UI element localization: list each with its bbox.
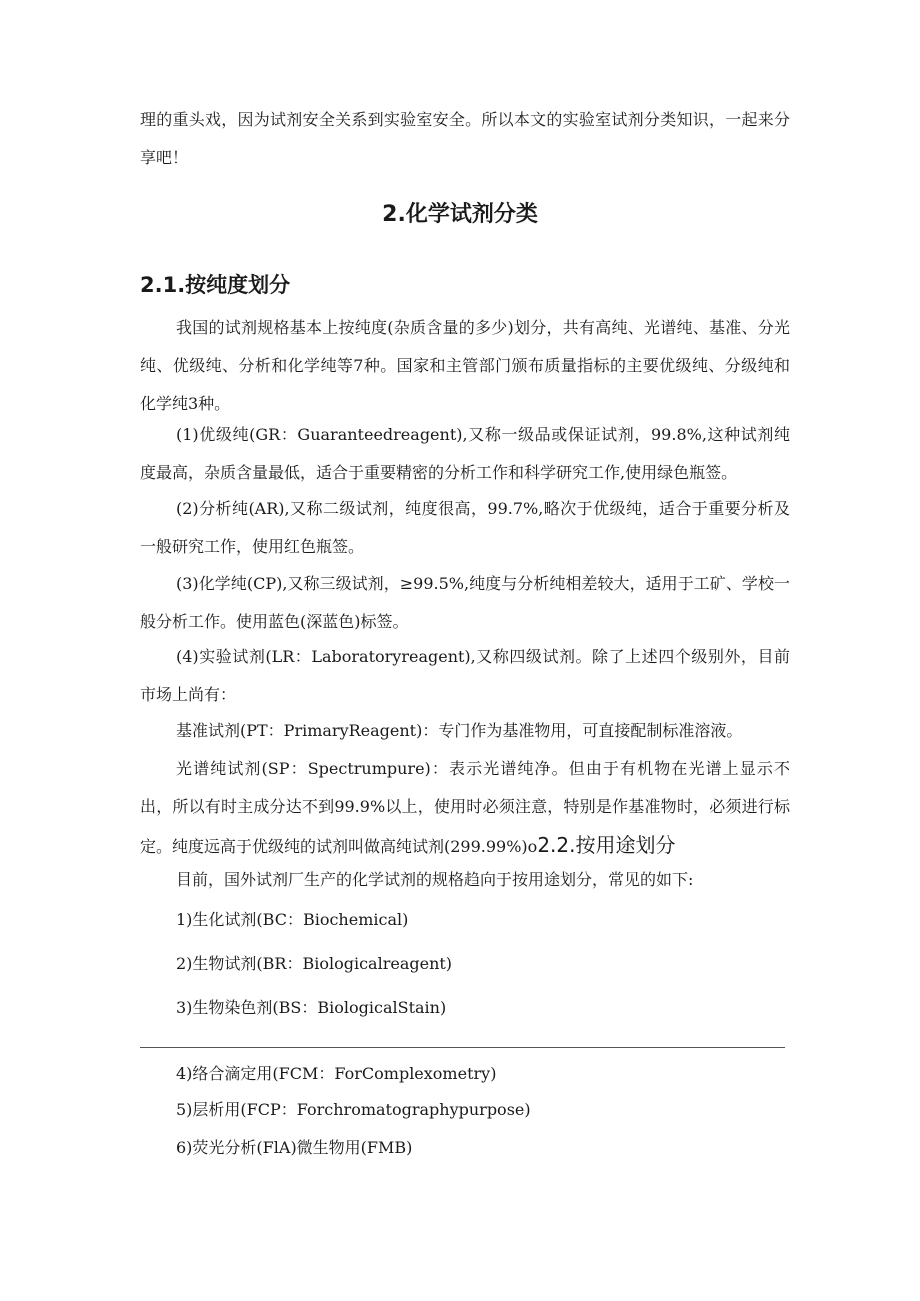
purity-intro-paragraph: 我国的试剂规格基本上按纯度(杂质含量的多少)划分，共有高纯、光谱纯、基准、分光纯、优级纯、分析和化学纯等7种。国家和主管部门颁布质量指标的主要优级纯、分级纯和化学纯3种。 [140,318,790,413]
usage-item-2: 2)生物试剂(BR：Biologicalreagent) [176,954,453,973]
section-2-2-heading: 2.2.按用途划分 [537,833,676,857]
pt-paragraph: 基准试剂(PT：PrimaryReagent)：专门作为基准物用，可直接配制标准溶液。 [176,721,743,740]
sp-text: 光谱纯试剂(SP：Spectrumpure)：表示光谱纯净。但由于有机物在光谱上显示不出，所以有时主成分达不到99.9%以上，使用时必须注意，特别是作基准物时，必须进行标定。纯度远高于优级纯的试剂叫做高纯试剂(299.99%)o [140,759,790,856]
ar-paragraph: (2)分析纯(AR),又称二级试剂，纯度很高，99.7%,略次于优级纯，适合于重要分析及一般研究工作，使用红色瓶签。 [140,499,790,556]
usage-item-4: 4)络合滴定用(FCM：ForComplexometry) [176,1064,497,1083]
usage-item-3: 3)生物染色剂(BS：BiologicalStain) [176,998,447,1017]
lr-paragraph: (4)实验试剂(LR：Laboratoryreagent),又称四级试剂。除了上述四个级别外，目前市场上尚有： [140,647,790,704]
usage-intro-paragraph: 目前，国外试剂厂生产的化学试剂的规格趋向于按用途划分，常见的如下: [176,870,694,889]
page-break-rule [140,1047,785,1048]
section-2-heading: 2.化学试剂分类 [382,202,538,227]
gr-paragraph: (1)优级纯(GR：Guaranteedreagent),又称一级品或保证试剂，99.8%,这种试剂纯度最高，杂质含量最低，适合于重要精密的分析工作和科学研究工作,使用绿色瓶签。 [140,425,790,482]
usage-item-5: 5)层析用(FCP：Forchromatographypurpose) [176,1100,531,1119]
sp-paragraph [140,750,790,866]
cp-paragraph: (3)化学纯(CP),又称三级试剂，≥99.5%,纯度与分析纯相差较大，适用于工矿、学校一般分析工作。使用蓝色(深蓝色)标签。 [140,574,790,631]
intro-paragraph: 理的重头戏，因为试剂安全关系到实验室安全。所以本文的实验室试剂分类知识，一起来分享吧！ [140,110,790,167]
usage-item-6: 6)荧光分析(FlA)微生物用(FMB) [176,1138,413,1157]
usage-item-1: 1)生化试剂(BC：Biochemical) [176,910,409,929]
section-2-1-heading: 2.1.按纯度划分 [140,273,291,297]
